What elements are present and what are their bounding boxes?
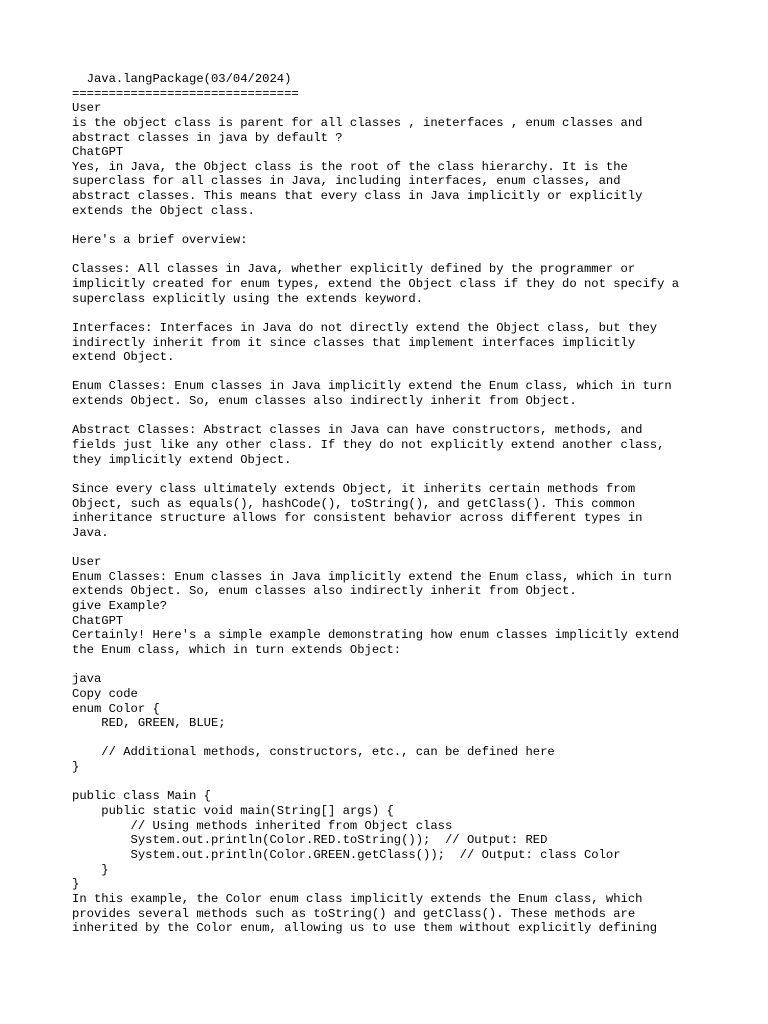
text-line: ChatGPT (72, 613, 124, 628)
text-line: // Additional methods, constructors, etc., can be defined here (72, 745, 555, 760)
text-line: Enum Classes: Enum classes in Java implicitly extend the Enum class, which in turn (72, 379, 672, 394)
text-line: User (72, 101, 102, 116)
text-line: extends Object. So, enum classes also indirectly inherit from Object. (72, 394, 577, 409)
text-line: Java. (72, 525, 109, 540)
text-line: extends Object. So, enum classes also indirectly inherit from Object. (72, 584, 577, 599)
text-line: Classes: All classes in Java, whether explicitly defined by the programmer or (72, 262, 636, 277)
text-line: public class Main { (72, 789, 211, 804)
text-line (72, 775, 732, 790)
text-line: superclass explicitly using the extends keyword. (72, 291, 424, 306)
text-line: abstract classes. This means that every class in Java implicitly or explicitly (72, 189, 643, 204)
text-line: Abstract Classes: Abstract classes in Java can have constructors, methods, and (72, 423, 643, 438)
text-line: is the object class is parent for all classes , ineterfaces , enum classes and (72, 115, 643, 130)
text-line: superclass for all classes in Java, including interfaces, enum classes, and (72, 174, 621, 189)
text-line (72, 248, 732, 263)
text-line: the Enum class, which in turn extends Object: (72, 642, 402, 657)
text-line (72, 467, 732, 482)
text-line: extends the Object class. (72, 203, 255, 218)
text-line: Enum Classes: Enum classes in Java implicitly extend the Enum class, which in turn (72, 569, 672, 584)
document-page (72, 72, 732, 936)
text-line: public static void main(String[] args) { (72, 804, 394, 819)
text-line: } (72, 862, 109, 877)
text-line (72, 658, 732, 673)
text-line (72, 218, 732, 233)
text-line: Java.langPackage(03/04/2024) (72, 72, 292, 86)
text-line: =============================== (72, 86, 299, 101)
text-line (72, 541, 732, 556)
text-line (72, 365, 732, 380)
text-line: they implicitly extend Object. (72, 452, 292, 467)
text-line: User (72, 555, 102, 570)
text-line (72, 731, 732, 746)
text-line: indirectly inherit from it since classes that implement interfaces implicitly (72, 335, 636, 350)
text-line: } (72, 877, 80, 892)
text-line: } (72, 760, 80, 775)
text-line: abstract classes in java by default ? (72, 130, 343, 145)
text-line: Here's a brief overview: (72, 233, 248, 248)
text-line: give Example? (72, 599, 168, 614)
text-line: // Using methods inherited from Object class (72, 818, 453, 833)
text-line: System.out.println(Color.RED.toString()); // Output: RED (72, 833, 548, 848)
text-line: Since every class ultimately extends Object, it inherits certain methods from (72, 481, 636, 496)
text-line: ChatGPT (72, 145, 124, 160)
text-line (72, 409, 732, 424)
text-line (72, 306, 732, 321)
text-line: implicitly created for enum types, extend the Object class if they do not specify a (72, 276, 680, 291)
text-line: enum Color { (72, 701, 160, 716)
text-line: System.out.println(Color.GREEN.getClass()); // Output: class Color (72, 847, 621, 862)
text-line: extend Object. (72, 350, 175, 365)
text-line: Certainly! Here's a simple example demonstrating how enum classes implicitly extend (72, 628, 680, 643)
text-line: Interfaces: Interfaces in Java do not directly extend the Object class, but they (72, 320, 658, 335)
text-line: inheritance structure allows for consistent behavior across different types in (72, 511, 643, 526)
text-line: provides several methods such as toString() and getClass(). These methods are (72, 906, 636, 921)
text-line: fields just like any other class. If they do not explicitly extend another class, (72, 438, 665, 453)
text-line: In this example, the Color enum class implicitly extends the Enum class, which (72, 891, 643, 906)
text-line: RED, GREEN, BLUE; (72, 716, 226, 731)
text-line: java (72, 672, 102, 687)
text-line: Yes, in Java, the Object class is the root of the class hierarchy. It is the (72, 159, 628, 174)
text-line: Copy code (72, 686, 138, 701)
text-line: inherited by the Color enum, allowing us to use them without explicitly defining (72, 921, 658, 936)
text-line: Object, such as equals(), hashCode(), toString(), and getClass(). This common (72, 496, 636, 511)
